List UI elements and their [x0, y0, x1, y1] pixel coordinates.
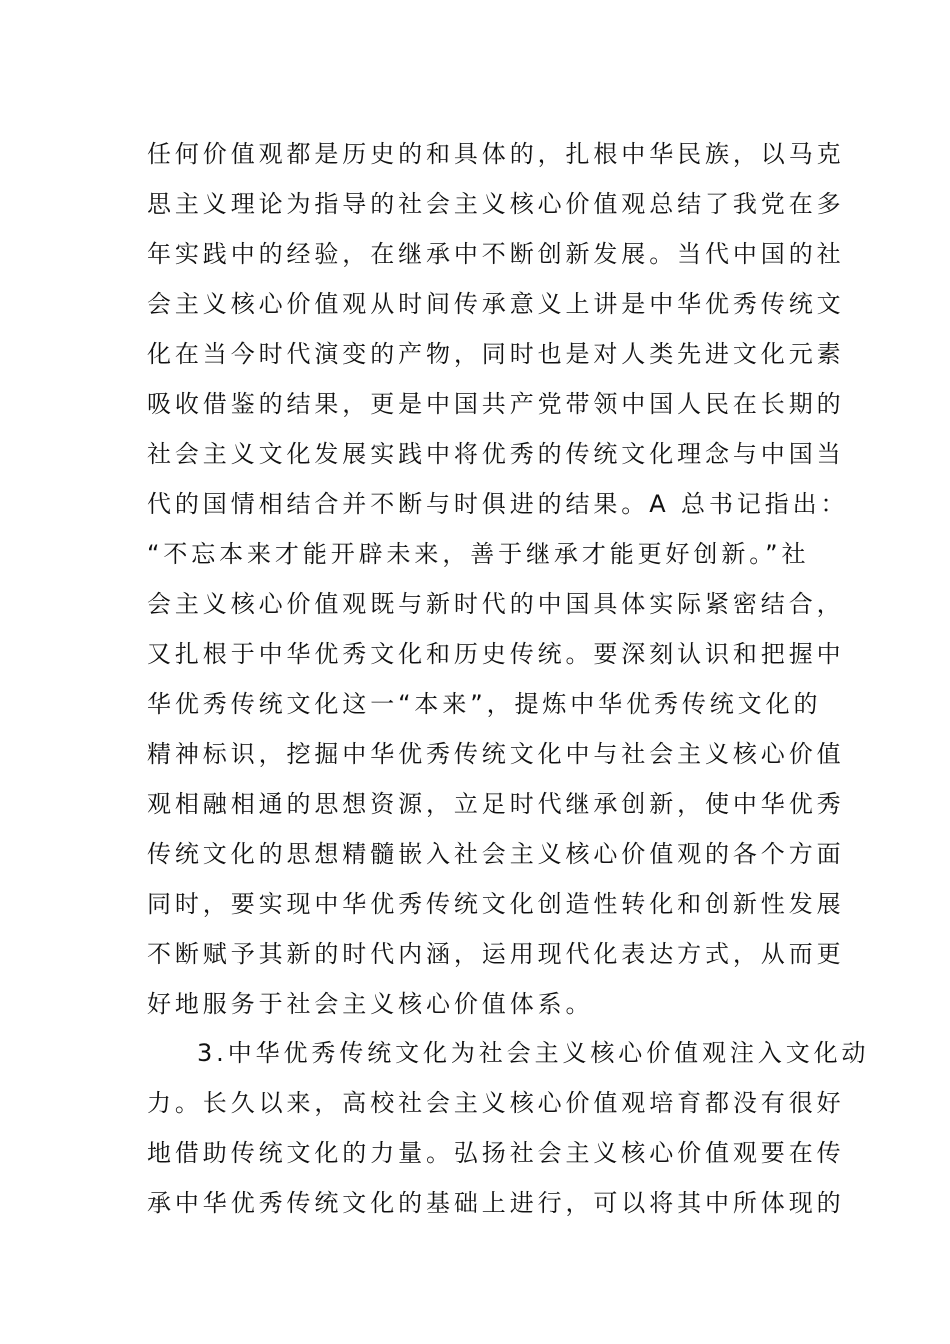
text-line: 社会主义文化发展实践中将优秀的传统文化理念与中国当: [147, 440, 845, 468]
text-line: 化在当今时代演变的产物，同时也是对人类先进文化元素: [147, 340, 845, 368]
text-line: 3.中华优秀传统文化为社会主义核心价值观注入文化动: [197, 1039, 870, 1067]
text-line: 力。长久以来，高校社会主义核心价值观培育都没有很好: [147, 1089, 845, 1117]
text-line: 承中华优秀传统文化的基础上进行，可以将其中所体现的: [147, 1189, 845, 1217]
text-line: 同时，要实现中华优秀传统文化创造性转化和创新性发展: [147, 890, 845, 918]
text-line: 吸收借鉴的结果，更是中国共产党带领中国人民在长期的: [147, 390, 845, 418]
text-line: 思主义理论为指导的社会主义核心价值观总结了我党在多: [147, 190, 845, 218]
text-line: 任何价值观都是历史的和具体的，扎根中华民族，以马克: [147, 140, 845, 168]
text-line: 观相融相通的思想资源，立足时代继承创新，使中华优秀: [147, 790, 845, 818]
text-line: 传统文化的思想精髓嵌入社会主义核心价值观的各个方面: [147, 840, 845, 868]
text-line: 代的国情相结合并不断与时俱进的结果。A 总书记指出：: [147, 490, 849, 518]
text-line: 不断赋予其新的时代内涵，运用现代化表达方式，从而更: [147, 940, 845, 968]
text-line: 华优秀传统文化这一“本来”，提炼中华优秀传统文化的: [147, 690, 822, 718]
text-line: 年实践中的经验，在继承中不断创新发展。当代中国的社: [147, 240, 845, 268]
text-line: 会主义核心价值观从时间传承意义上讲是中华优秀传统文: [147, 290, 845, 318]
text-line: 精神标识，挖掘中华优秀传统文化中与社会主义核心价值: [147, 740, 845, 768]
text-line: “不忘本来才能开辟未来，善于继承才能更好创新。”社: [147, 540, 810, 568]
text-line: 又扎根于中华优秀文化和历史传统。要深刻认识和把握中: [147, 640, 845, 668]
text-line: 好地服务于社会主义核心价值体系。: [147, 990, 594, 1018]
text-line: 会主义核心价值观既与新时代的中国具体实际紧密结合，: [147, 590, 845, 618]
text-line: 地借助传统文化的力量。弘扬社会主义核心价值观要在传: [147, 1139, 845, 1167]
